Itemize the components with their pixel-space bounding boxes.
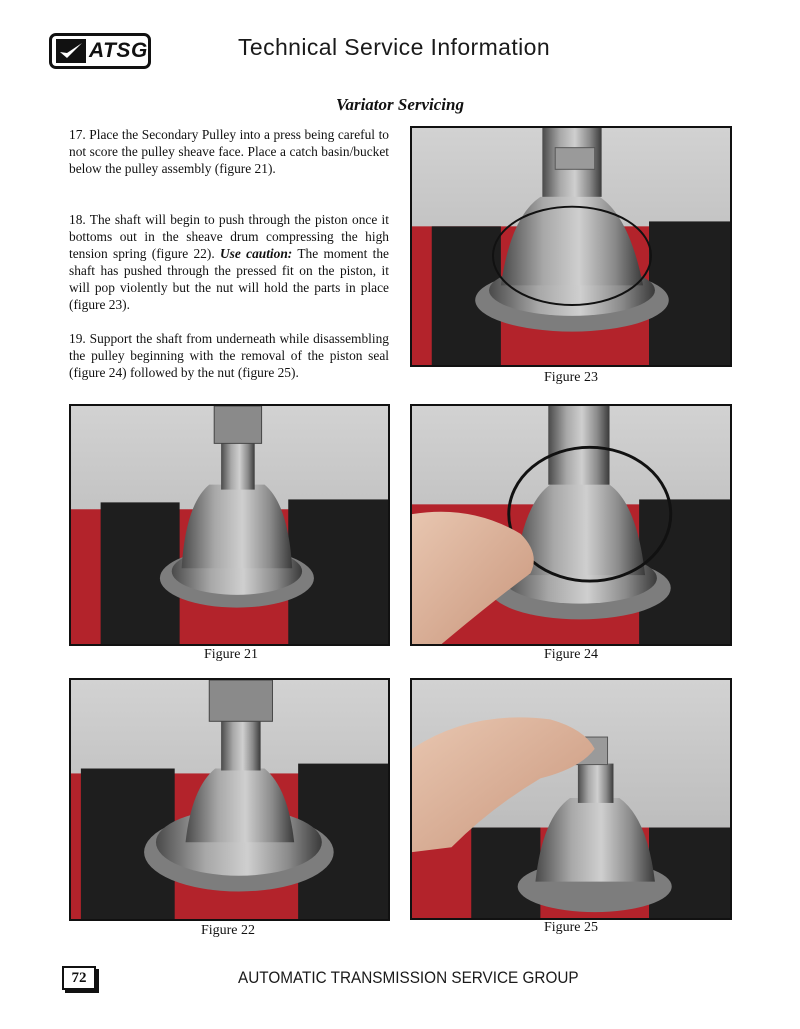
checkmark-logo-icon bbox=[56, 39, 86, 63]
figure-24-photo bbox=[410, 404, 732, 646]
figure-25-caption: Figure 25 bbox=[543, 920, 599, 935]
figure-23-caption: Figure 23 bbox=[543, 370, 599, 385]
footer-text: AUTOMATIC TRANSMISSION SERVICE GROUP bbox=[238, 968, 579, 987]
step-18-text-end: The moment the shaft has pushed through the pressed fit on the piston, it will pop violently but the nut will hold the parts in place (figure 23). bbox=[69, 246, 389, 313]
figure-22-photo bbox=[69, 678, 390, 921]
figure-25-photo bbox=[410, 678, 732, 920]
page-number: 72 bbox=[62, 966, 96, 990]
logo-text: ATSG bbox=[89, 39, 148, 62]
section-title: Variator Servicing bbox=[336, 95, 464, 114]
page-header-title: Technical Service Information bbox=[238, 34, 551, 60]
step-19-text: 19. Support the shaft from underneath while disassembling the pulley beginning with the removal of the piston seal (figure 24) followed by the nut (figure 25). bbox=[69, 331, 389, 381]
figure-24-caption: Figure 24 bbox=[543, 647, 599, 662]
figure-21-caption: Figure 21 bbox=[203, 647, 259, 662]
caution-label: Use caution: bbox=[220, 246, 293, 262]
step-17-text: 17. Place the Secondary Pulley into a press being careful to not score the pulley sheave face. Place a catch basin/bucket below the pulley assembly (figure 21). bbox=[69, 127, 389, 177]
atsg-logo bbox=[49, 33, 151, 69]
figure-22-caption: Figure 22 bbox=[200, 923, 256, 938]
step-18-text bbox=[69, 211, 389, 314]
figure-23-photo bbox=[410, 126, 732, 367]
step-18-text-start: 18. The shaft will begin to push through the piston once it bottoms out in the sheave drum compressing the high tension spring (figure 22). bbox=[69, 212, 389, 262]
figure-21-photo bbox=[69, 404, 390, 646]
